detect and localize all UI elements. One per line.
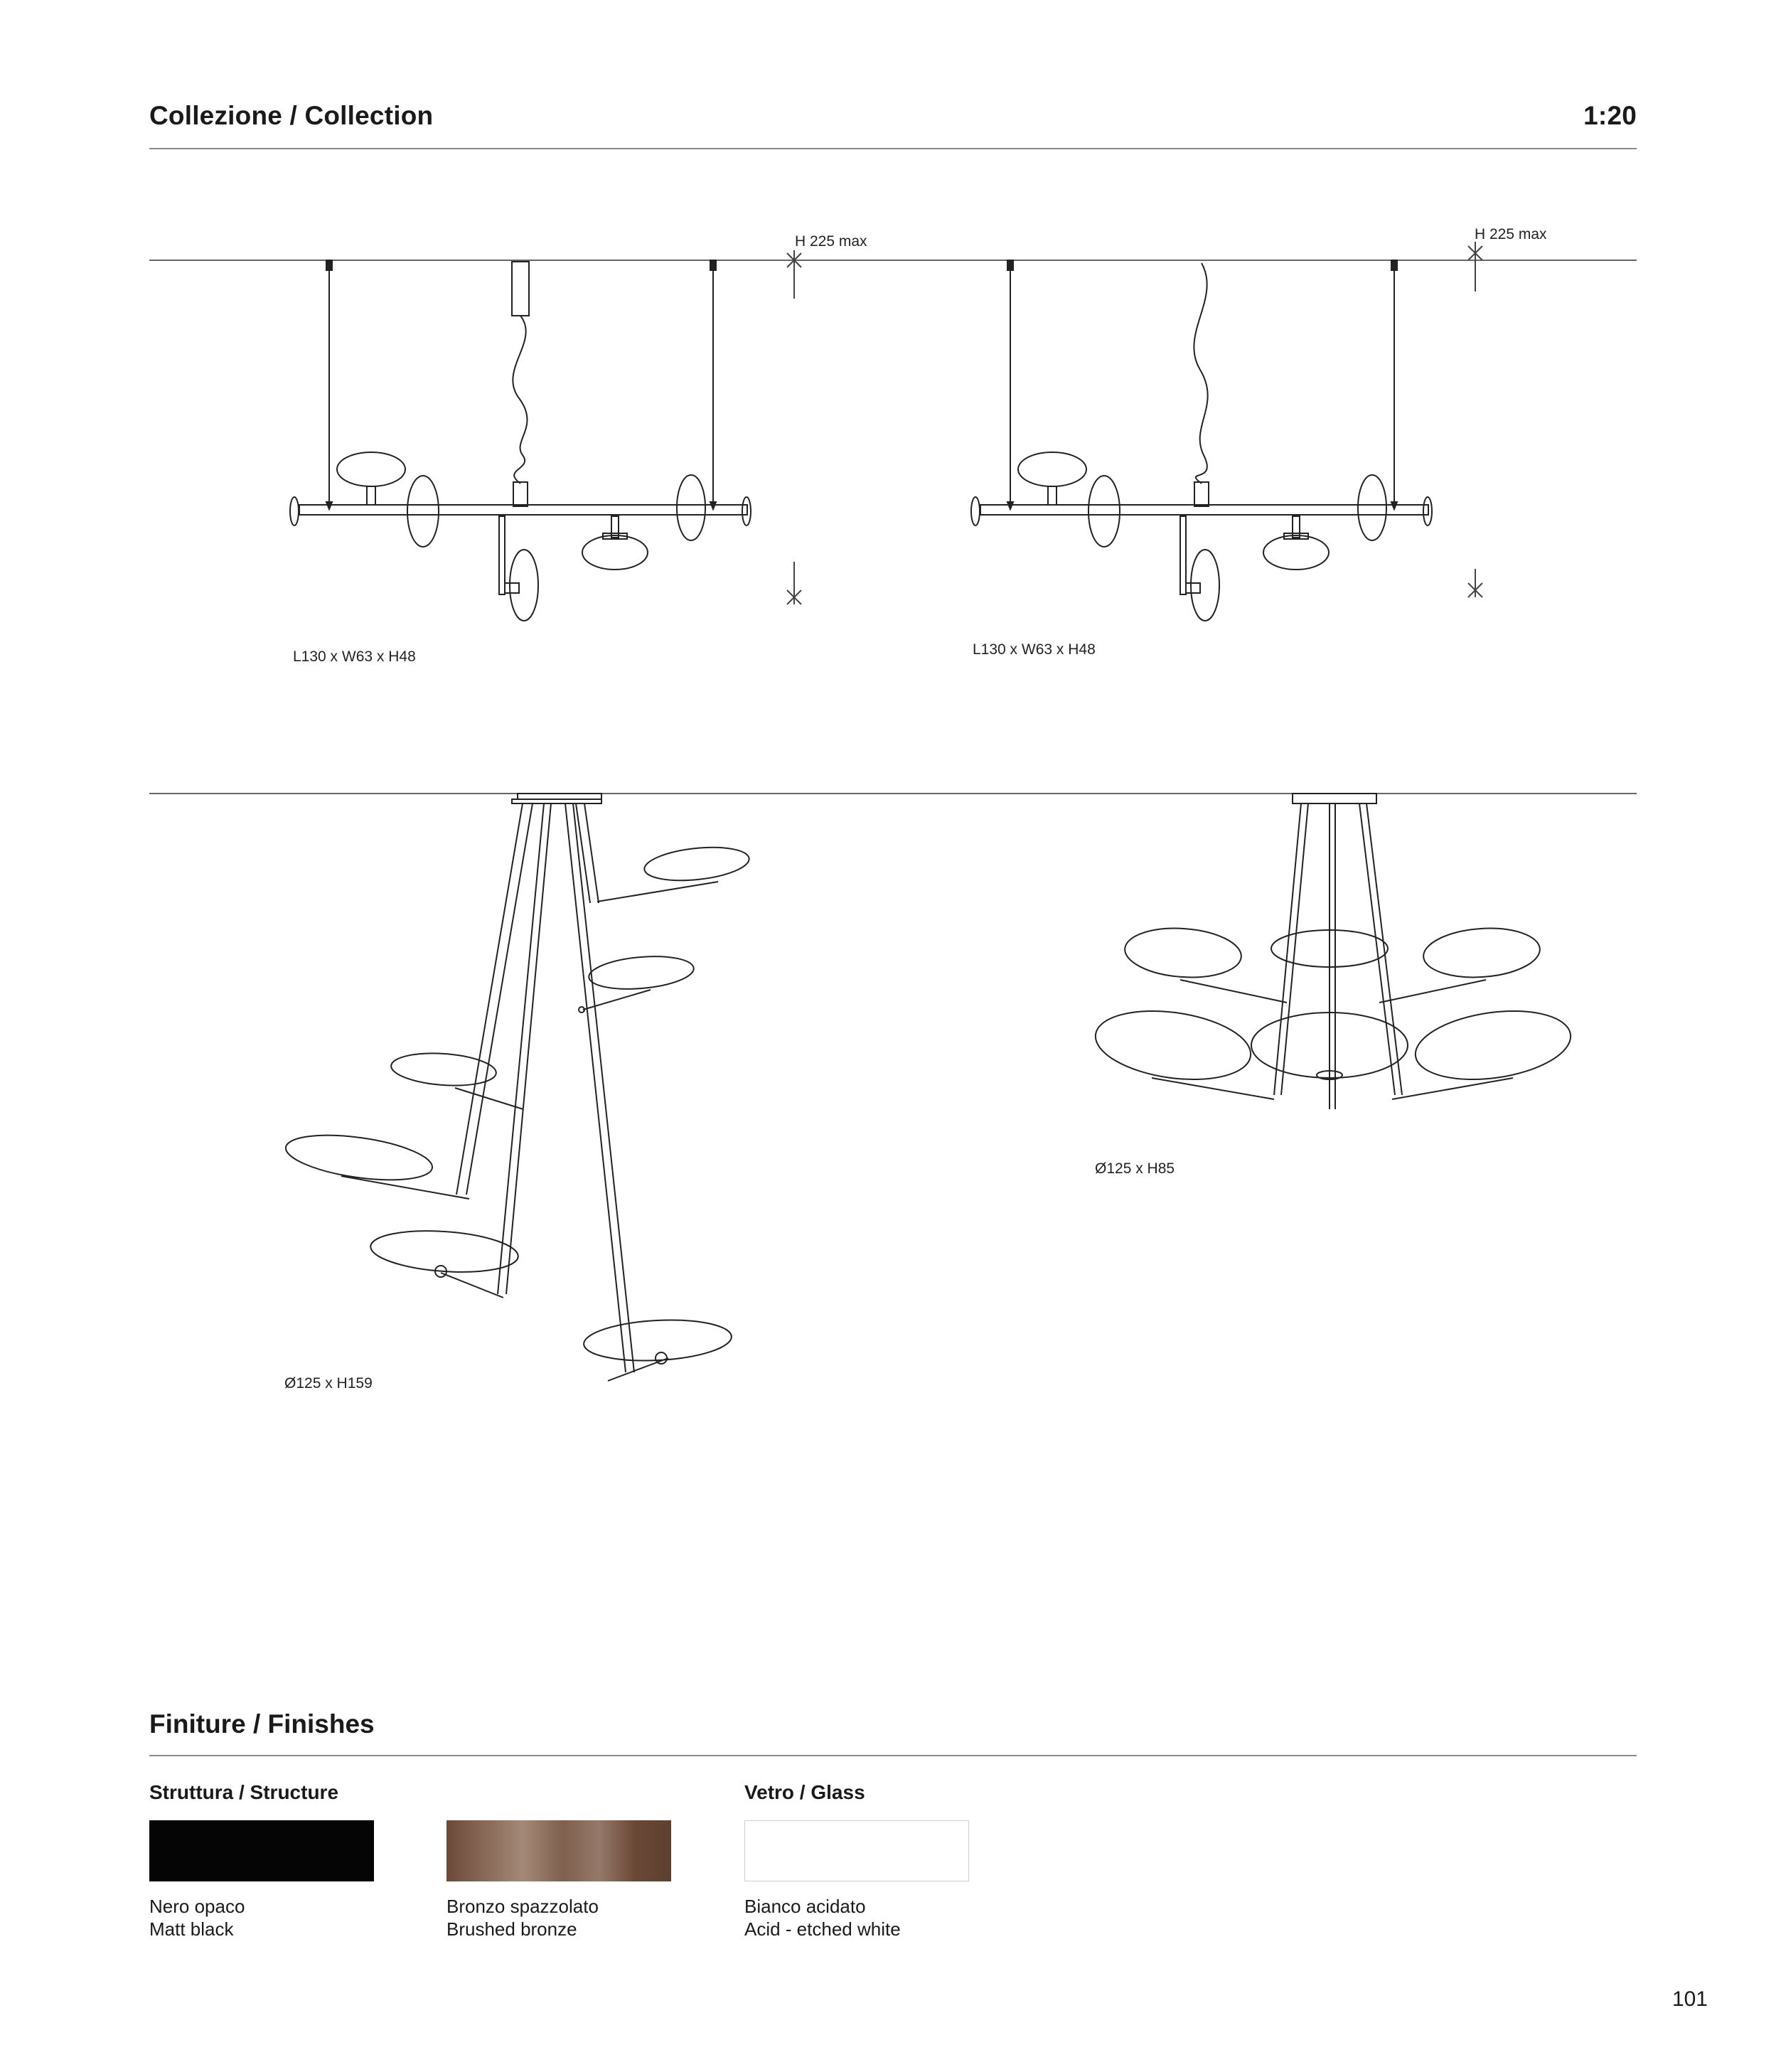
finish-name-it: Nero opaco <box>149 1896 245 1917</box>
linear-pendant-right <box>971 242 1482 621</box>
scale-label: 1:20 <box>1583 101 1637 130</box>
structure-heading: Struttura / Structure <box>149 1781 339 1803</box>
swatch-acid-etched-white <box>744 1820 969 1881</box>
finish-name-en: Matt black <box>149 1918 234 1940</box>
glass-heading: Vetro / Glass <box>744 1781 865 1803</box>
cascade-pendant <box>283 794 751 1381</box>
swatch-brushed-bronze <box>446 1820 671 1881</box>
finishes-divider <box>149 1755 1637 1756</box>
finish-label-matt-black <box>149 1895 245 1940</box>
finish-name-en: Acid - etched white <box>744 1918 901 1940</box>
page-number: 101 <box>1671 1987 1708 2011</box>
dimensions-label-top-right: L130 x W63 x H48 <box>973 641 1096 658</box>
linear-pendant-left <box>290 250 801 621</box>
finish-name-it: Bronzo spazzolato <box>446 1896 599 1917</box>
height-label-right: H 225 max <box>1475 226 1547 242</box>
finish-name-it: Bianco acidato <box>744 1896 866 1917</box>
finishes-title: Finiture / Finishes <box>149 1709 375 1739</box>
page-title: Collezione / Collection <box>149 101 434 130</box>
finish-label-acid-etched-white <box>744 1895 901 1940</box>
height-label-left: H 225 max <box>795 233 867 250</box>
dimensions-label-bottom-left: Ø125 x H159 <box>284 1375 373 1392</box>
dimensions-label-top-left: L130 x W63 x H48 <box>293 648 416 665</box>
dimensions-label-bottom-right: Ø125 x H85 <box>1095 1160 1175 1177</box>
finish-name-en: Brushed bronze <box>446 1918 577 1940</box>
swatch-matt-black <box>149 1820 374 1881</box>
finish-label-brushed-bronze <box>446 1895 599 1940</box>
chandelier <box>1091 794 1576 1109</box>
